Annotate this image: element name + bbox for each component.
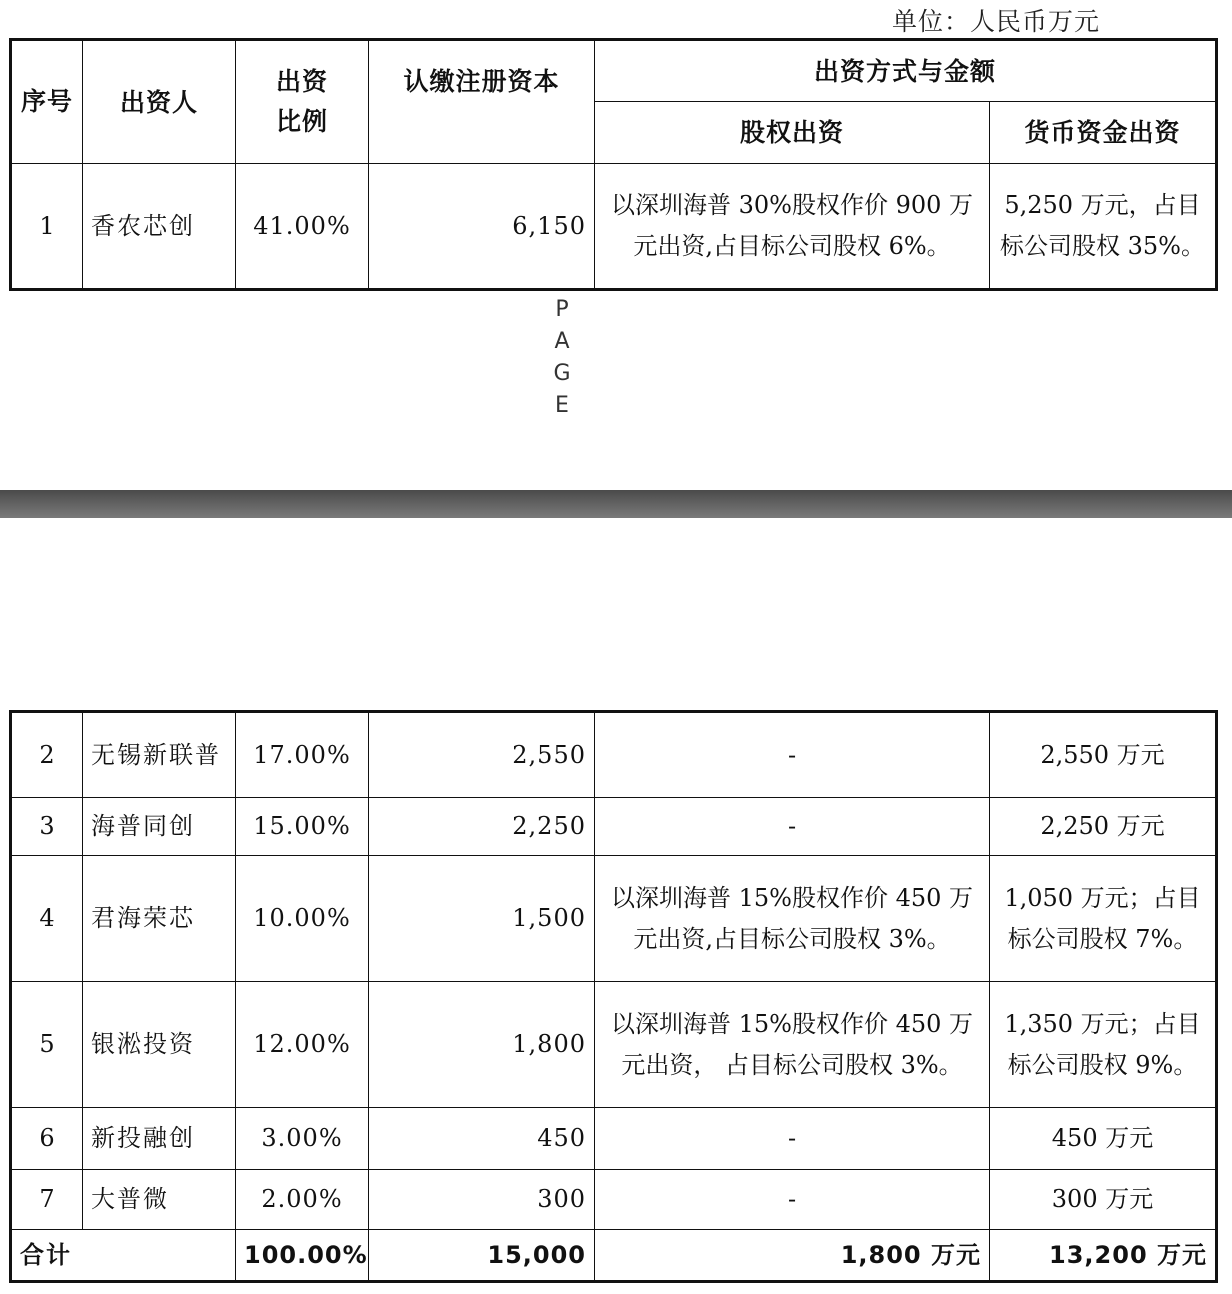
row-seq: 4 <box>11 856 83 982</box>
row-ratio: 41.00% <box>236 164 369 290</box>
row-seq: 1 <box>11 164 83 290</box>
row-cash: 300 万元 <box>990 1170 1217 1230</box>
row-cash: 2,550 万元 <box>990 712 1217 798</box>
row-capital: 2,250 <box>369 798 595 856</box>
table-row <box>11 1108 1217 1170</box>
row-cash: 2,250 万元 <box>990 798 1217 856</box>
table-row <box>11 856 1217 982</box>
row-seq: 2 <box>11 712 83 798</box>
header-subscribed-capital: 认缴注册资本 <box>369 40 595 164</box>
row-equity: 以深圳海普 30%股权作价 900 万元出资,占目标公司股权 6%。 <box>595 164 990 290</box>
row-ratio: 2.00% <box>236 1170 369 1230</box>
header-method: 出资方式与金额 <box>595 40 1217 102</box>
row-investor: 新投融创 <box>83 1108 236 1170</box>
row-seq: 7 <box>11 1170 83 1230</box>
total-equity: 1,800 万元 <box>595 1230 990 1282</box>
row-ratio: 15.00% <box>236 798 369 856</box>
page-mark-letter: A <box>554 329 570 354</box>
total-ratio: 100.00% <box>236 1230 369 1282</box>
row-equity: - <box>595 1170 990 1230</box>
row-seq: 5 <box>11 982 83 1108</box>
unit-label: 单位：人民币万元 <box>892 7 1101 36</box>
row-seq: 3 <box>11 798 83 856</box>
table-row <box>11 164 1217 290</box>
row-investor: 海普同创 <box>83 798 236 856</box>
table-row <box>11 1170 1217 1230</box>
row-ratio: 12.00% <box>236 982 369 1108</box>
row-capital: 300 <box>369 1170 595 1230</box>
capital-table-part-2 <box>9 710 1218 1283</box>
page-mark-letter: P <box>555 297 569 322</box>
page-mark-letter: E <box>555 393 569 418</box>
total-capital: 15,000 <box>369 1230 595 1282</box>
row-investor: 大普微 <box>83 1170 236 1230</box>
total-cash: 13,200 万元 <box>990 1230 1217 1282</box>
page-divider <box>0 490 1232 518</box>
row-capital: 1,500 <box>369 856 595 982</box>
row-equity: - <box>595 798 990 856</box>
table-row <box>11 712 1217 798</box>
row-capital: 450 <box>369 1108 595 1170</box>
row-cash: 1,050 万元；占目标公司股权 7%。 <box>990 856 1217 982</box>
table-row <box>11 798 1217 856</box>
row-ratio: 17.00% <box>236 712 369 798</box>
capital-table-part-1 <box>9 38 1218 291</box>
page-mark <box>550 294 574 422</box>
row-capital: 1,800 <box>369 982 595 1108</box>
total-label: 合计 <box>11 1230 236 1282</box>
total-row <box>11 1230 1217 1282</box>
row-cash: 1,350 万元；占目标公司股权 9%。 <box>990 982 1217 1108</box>
row-capital: 2,550 <box>369 712 595 798</box>
row-investor: 香农芯创 <box>83 164 236 290</box>
row-seq: 6 <box>11 1108 83 1170</box>
row-investor: 君海荣芯 <box>83 856 236 982</box>
header-ratio: 出资比例 <box>236 40 369 164</box>
row-equity: - <box>595 712 990 798</box>
row-equity: 以深圳海普 15%股权作价 450 万元出资， 占目标公司股权 3%。 <box>595 982 990 1108</box>
row-investor: 银淞投资 <box>83 982 236 1108</box>
header-cash: 货币资金出资 <box>990 102 1217 164</box>
header-investor: 出资人 <box>83 40 236 164</box>
row-ratio: 3.00% <box>236 1108 369 1170</box>
row-ratio: 10.00% <box>236 856 369 982</box>
row-investor: 无锡新联普 <box>83 712 236 798</box>
page-mark-letter: G <box>553 361 571 386</box>
header-seq: 序号 <box>11 40 83 164</box>
row-cash: 450 万元 <box>990 1108 1217 1170</box>
row-capital: 6,150 <box>369 164 595 290</box>
header-equity: 股权出资 <box>595 102 990 164</box>
table-row <box>11 982 1217 1108</box>
row-equity: 以深圳海普 15%股权作价 450 万元出资,占目标公司股权 3%。 <box>595 856 990 982</box>
row-equity: - <box>595 1108 990 1170</box>
row-cash: 5,250 万元，占目标公司股权 35%。 <box>990 164 1217 290</box>
